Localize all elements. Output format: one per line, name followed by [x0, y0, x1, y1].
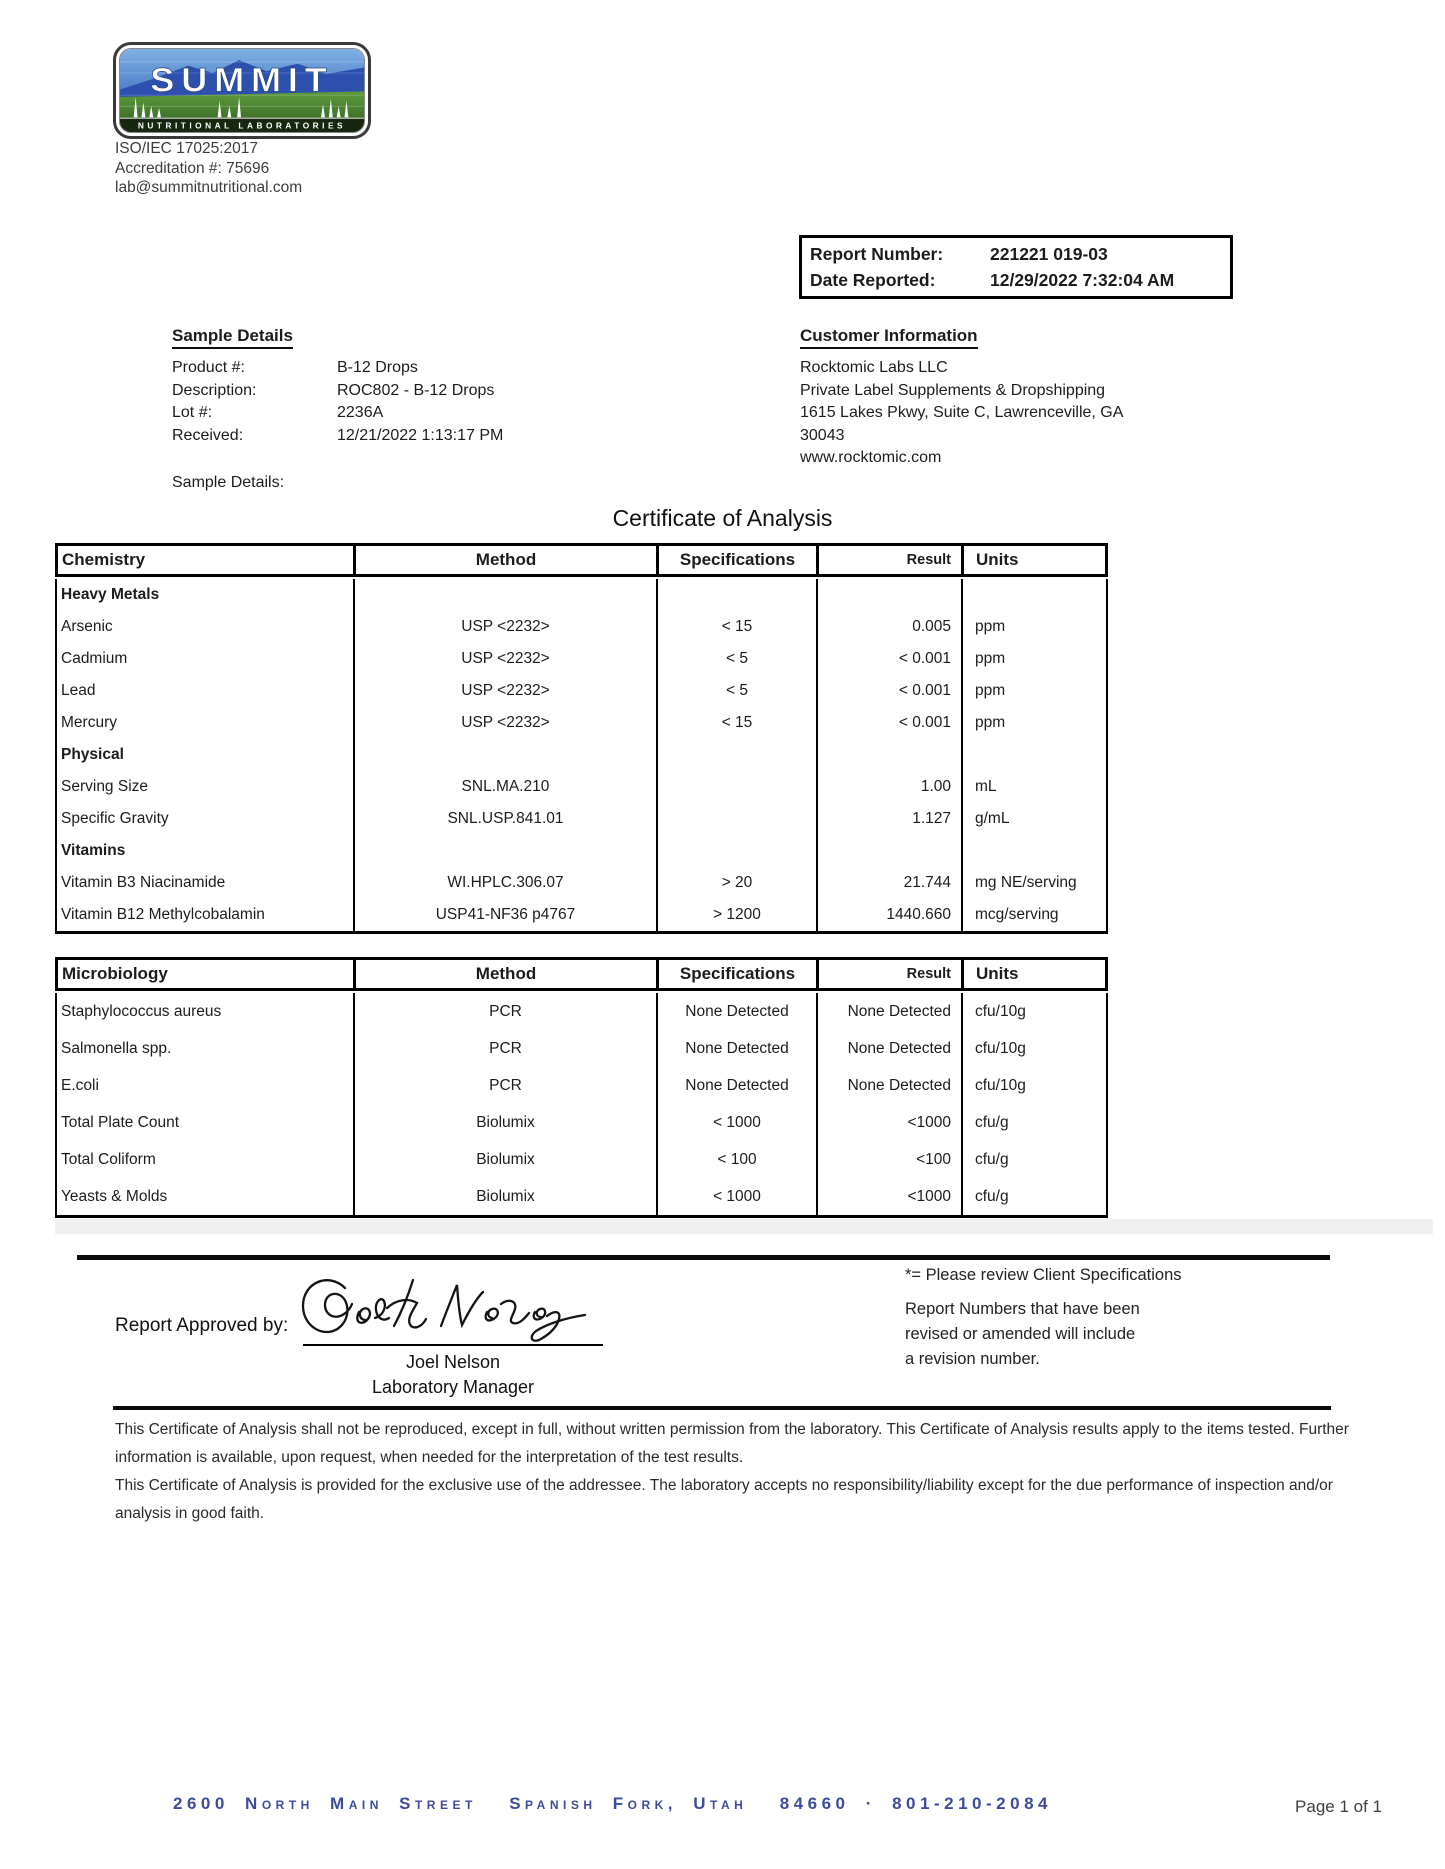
- analyte-name: Vitamin B12 Methylcobalamin: [57, 899, 355, 931]
- lab-address-footer: 2600 North Main Street Spanish Fork, Utah 84660 · 801-210-2084: [173, 1794, 1052, 1813]
- analyte-name: Total Coliform: [57, 1141, 355, 1178]
- report-info-box: [799, 235, 1233, 299]
- client-spec-note: *= Please review Client Specifications: [905, 1266, 1182, 1284]
- column-header: Specifications: [659, 960, 819, 988]
- analyte-name: Arsenic: [57, 611, 355, 643]
- report-number-value: 221221 019-03: [990, 244, 1108, 264]
- result: < 0.001: [818, 643, 963, 675]
- units: mg NE/serving: [975, 874, 1077, 891]
- units: cfu/g: [975, 1188, 1009, 1205]
- result: < 0.001: [818, 675, 963, 707]
- date-reported-label: Date Reported:: [810, 270, 936, 290]
- disclaimer-block: [115, 1416, 1353, 1528]
- table-row: [57, 771, 1106, 803]
- analyte-name: Total Plate Count: [57, 1104, 355, 1141]
- chemistry-table: [55, 543, 1108, 934]
- analyte-name: Physical: [57, 739, 355, 771]
- analyte-name: Lead: [57, 675, 355, 707]
- method: PCR: [355, 993, 658, 1030]
- units: cfu/g: [975, 1151, 1009, 1168]
- units: cfu/10g: [975, 1003, 1026, 1020]
- customer-website: www.rocktomic.com: [800, 449, 942, 466]
- field-label: Product #:: [172, 359, 245, 376]
- accreditation-block: [115, 139, 302, 198]
- method: PCR: [355, 1030, 658, 1067]
- column-header: Units: [976, 964, 1019, 983]
- units: ppm: [975, 650, 1006, 667]
- units: cfu/10g: [975, 1077, 1026, 1094]
- specification: [658, 835, 818, 867]
- signature-icon: [288, 1270, 610, 1350]
- specification: > 1200: [658, 899, 818, 931]
- table-row: [57, 1141, 1106, 1178]
- table-body: [55, 579, 1108, 934]
- result: <1000: [818, 1104, 963, 1141]
- result: 1.127: [818, 803, 963, 835]
- result: [818, 739, 963, 771]
- column-header: Method: [356, 960, 659, 988]
- analyte-name: Heavy Metals: [57, 579, 355, 611]
- disclaimer-paragraph: This Certificate of Analysis is provided for the exclusive use of the addressee. The laboratory accepts no responsibility/liability except for the due performance of inspection and/or analysis in good faith.: [115, 1477, 1333, 1522]
- field-value: B-12 Drops: [337, 359, 418, 376]
- specification: < 100: [658, 1141, 818, 1178]
- disclaimer-paragraph: This Certificate of Analysis shall not be reproduced, except in full, without written permission from the laboratory. This Certificate of Analysis results apply to the items tested. Further information is available, upon request, when needed for the interpretation of the test results.: [115, 1421, 1349, 1466]
- accreditation-number: Accreditation #: 75696: [115, 159, 270, 177]
- customer-information-heading: Customer Information: [800, 326, 978, 349]
- logo-subtitle: NUTRITIONAL LABORATORIES: [137, 121, 347, 131]
- table-header-row: [55, 543, 1108, 577]
- field-value: 2236A: [337, 404, 384, 421]
- table-row: [57, 993, 1106, 1030]
- method: PCR: [355, 1067, 658, 1104]
- specification: > 20: [658, 867, 818, 899]
- specification: [658, 739, 818, 771]
- specification: None Detected: [658, 993, 818, 1030]
- analyte-name: Salmonella spp.: [57, 1030, 355, 1067]
- method: USP <2232>: [355, 707, 658, 739]
- column-header: Specifications: [659, 546, 819, 574]
- units: [963, 739, 1106, 771]
- units: ppm: [975, 714, 1006, 731]
- method: SNL.USP.841.01: [355, 803, 658, 835]
- date-reported-value: 12/29/2022 7:32:04 AM: [990, 270, 1175, 290]
- specification: < 15: [658, 611, 818, 643]
- units: ppm: [975, 618, 1006, 635]
- units: ppm: [975, 682, 1006, 699]
- sample-field-row: [172, 380, 652, 403]
- field-label: Received:: [172, 426, 244, 444]
- summit-logo: [113, 42, 371, 139]
- date-reported-row: [810, 267, 1222, 293]
- table-row: [57, 1067, 1106, 1104]
- result: None Detected: [818, 993, 963, 1030]
- table-row: [57, 643, 1106, 675]
- analyte-name: Staphylococcus aureus: [57, 993, 355, 1030]
- column-header: Result: [819, 960, 964, 988]
- field-label: Lot #:: [172, 404, 213, 421]
- units: [963, 579, 1106, 611]
- method: [355, 579, 658, 611]
- table-row: [57, 1030, 1106, 1067]
- table-row: [57, 1178, 1106, 1215]
- specification: < 5: [658, 675, 818, 707]
- result: 21.744: [818, 867, 963, 899]
- report-number-row: [810, 241, 1222, 267]
- specification: < 5: [658, 643, 818, 675]
- method: WI.HPLC.306.07: [355, 867, 658, 899]
- method: [355, 835, 658, 867]
- method: USP <2232>: [355, 611, 658, 643]
- sample-field-row: [172, 402, 652, 425]
- revision-note: Report Numbers that have been revised or amended will include a revision number.: [905, 1300, 1140, 1368]
- table-row: [57, 1104, 1106, 1141]
- specification: None Detected: [658, 1067, 818, 1104]
- analyte-name: Serving Size: [57, 771, 355, 803]
- report-approved-label: Report Approved by:: [115, 1315, 289, 1336]
- section-divider-bar: [55, 1219, 1433, 1234]
- table-header-row: [55, 957, 1108, 991]
- result: 0.005: [818, 611, 963, 643]
- method: USP41-NF36 p4767: [355, 899, 658, 931]
- units: mcg/serving: [975, 906, 1059, 923]
- units: cfu/g: [975, 1114, 1009, 1131]
- sample-field-row: [172, 357, 652, 380]
- column-header: Microbiology: [58, 960, 356, 988]
- method: USP <2232>: [355, 675, 658, 707]
- specification: < 15: [658, 707, 818, 739]
- customer-name: Rocktomic Labs LLC: [800, 359, 948, 376]
- page-number: Page 1 of 1: [1295, 1797, 1382, 1816]
- method: Biolumix: [355, 1104, 658, 1141]
- lab-email: lab@summitnutritional.com: [115, 179, 303, 196]
- result: 1440.660: [818, 899, 963, 931]
- section-row: [57, 579, 1106, 611]
- summit-logo-art: [119, 48, 365, 133]
- specification: [658, 771, 818, 803]
- analyte-name: Yeasts & Molds: [57, 1178, 355, 1215]
- customer-information-section: [800, 326, 1250, 470]
- analyte-name: Specific Gravity: [57, 803, 355, 835]
- specification: < 1000: [658, 1104, 818, 1141]
- column-header: Result: [819, 546, 964, 574]
- customer-tagline: Private Label Supplements & Dropshipping: [800, 381, 1106, 399]
- signature-line: [303, 1344, 603, 1346]
- method: SNL.MA.210: [355, 771, 658, 803]
- sample-details-extra-row: [172, 472, 652, 495]
- report-number-label: Report Number:: [810, 244, 944, 264]
- horizontal-rule: [113, 1406, 1331, 1410]
- table-row: [57, 707, 1106, 739]
- column-header: Chemistry: [58, 546, 356, 574]
- table-row: [57, 867, 1106, 899]
- iso-standard: ISO/IEC 17025:2017: [115, 140, 259, 157]
- approver-block: [303, 1350, 603, 1400]
- microbiology-table: [55, 957, 1108, 1218]
- field-label: Sample Details:: [172, 474, 285, 491]
- horizontal-rule: [77, 1255, 1330, 1260]
- method: Biolumix: [355, 1178, 658, 1215]
- result: 1.00: [818, 771, 963, 803]
- field-value: 12/21/2022 1:13:17 PM: [337, 426, 504, 444]
- result: None Detected: [818, 1067, 963, 1104]
- analyte-name: Vitamins: [57, 835, 355, 867]
- column-header: Method: [356, 546, 659, 574]
- result: < 0.001: [818, 707, 963, 739]
- specification: < 1000: [658, 1178, 818, 1215]
- field-label: Description:: [172, 381, 257, 399]
- analyte-name: Mercury: [57, 707, 355, 739]
- table-row: [57, 899, 1106, 931]
- approver-name: Joel Nelson: [405, 1352, 501, 1372]
- result: <1000: [818, 1178, 963, 1215]
- logo-title: SUMMIT: [150, 61, 334, 100]
- mountain-scene-icon: [120, 49, 364, 132]
- specification: [658, 579, 818, 611]
- section-row: [57, 739, 1106, 771]
- analyte-name: E.coli: [57, 1067, 355, 1104]
- result: <100: [818, 1141, 963, 1178]
- units: [963, 835, 1106, 867]
- approver-title: Laboratory Manager: [371, 1377, 535, 1397]
- result: [818, 579, 963, 611]
- sample-details-section: [172, 326, 652, 495]
- units: cfu/10g: [975, 1040, 1026, 1057]
- specification: None Detected: [658, 1030, 818, 1067]
- units: g/mL: [975, 810, 1010, 827]
- section-row: [57, 835, 1106, 867]
- analyte-name: Vitamin B3 Niacinamide: [57, 867, 355, 899]
- method: Biolumix: [355, 1141, 658, 1178]
- field-value: ROC802 - B-12 Drops: [337, 381, 495, 399]
- table-row: [57, 611, 1106, 643]
- customer-zip: 30043: [800, 426, 845, 444]
- table-row: [57, 675, 1106, 707]
- sample-details-heading: Sample Details: [172, 326, 293, 349]
- result: [818, 835, 963, 867]
- table-row: [57, 803, 1106, 835]
- document-title: Certificate of Analysis: [612, 505, 833, 531]
- sample-field-row: [172, 425, 652, 448]
- customer-address: 1615 Lakes Pkwy, Suite C, Lawrenceville, GA: [800, 404, 1124, 421]
- table-body: [55, 993, 1108, 1218]
- result: None Detected: [818, 1030, 963, 1067]
- analyte-name: Cadmium: [57, 643, 355, 675]
- method: USP <2232>: [355, 643, 658, 675]
- specification: [658, 803, 818, 835]
- column-header: Units: [976, 550, 1019, 569]
- units: mL: [975, 778, 997, 795]
- method: [355, 739, 658, 771]
